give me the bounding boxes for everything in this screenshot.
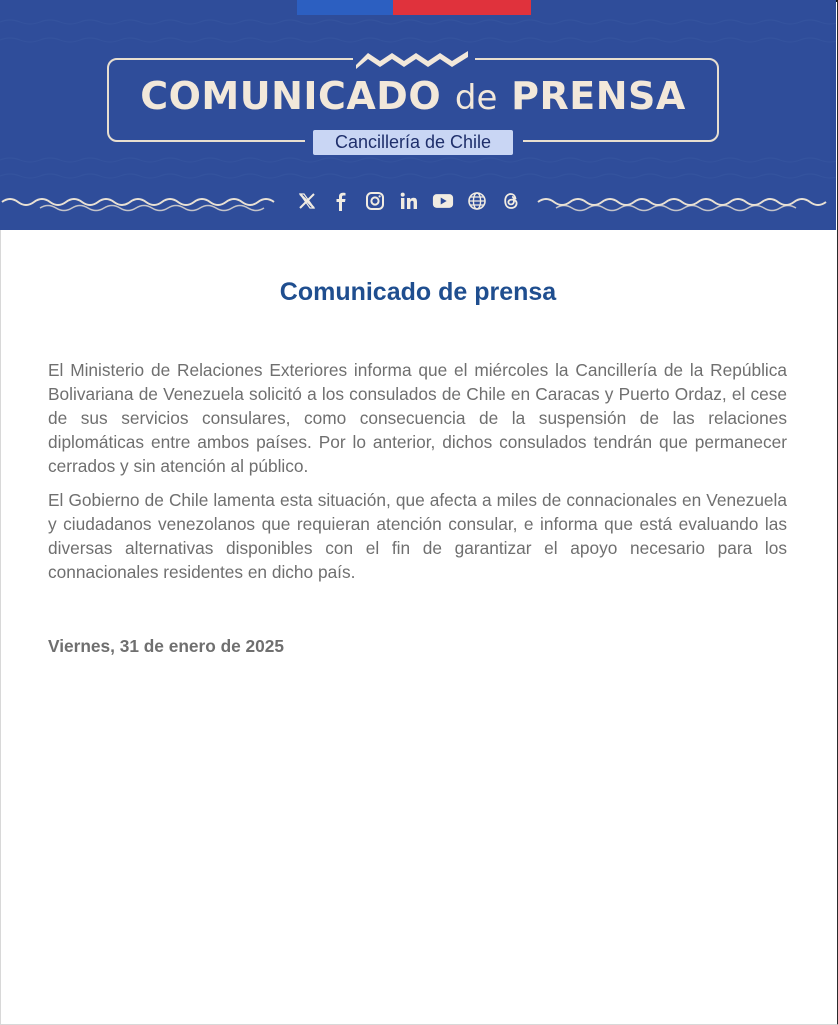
body-paragraph-2: El Gobierno de Chile lamenta esta situación, que afecta a miles de connacionales en Venezuela y ciudadanos venezolanos que requieran atención consular, e informa que está evaluando las diversas alternativas disponibles con el fin de garantizar el apoyo necesario para los connacionales residentes en dicho país.: [48, 490, 787, 582]
globe-icon[interactable]: [466, 190, 488, 212]
body-paragraph-1: El Ministerio de Relaciones Exteriores informa que el miércoles la Cancillería de la República Bolivariana de Venezuela solicitó a los consulados de Chile en Caracas y Puerto Ordaz, el cese de sus servicios consulares, como consecuencia de la suspensión de las relaciones diplomáticas entre ambos países. Por lo anterior, dichos consulados tendrán que permanecer cerrados y sin atención al público.: [48, 360, 787, 476]
publication-date: Viernes, 31 de enero de 2025: [48, 636, 284, 656]
header-title: [107, 72, 719, 122]
flag-stripe-blue: [297, 0, 393, 15]
facebook-icon[interactable]: [330, 190, 352, 212]
wave-line-left-icon: [0, 192, 284, 212]
threads-icon[interactable]: [500, 190, 522, 212]
x-icon[interactable]: [296, 190, 318, 212]
document-title: Comunicado de prensa: [279, 278, 557, 306]
zigzag-ornament-icon: [352, 47, 472, 69]
header-title-prensa: PRENSA: [511, 74, 686, 118]
wave-line-right-icon: [536, 192, 836, 212]
youtube-icon[interactable]: [432, 190, 454, 212]
linkedin-icon[interactable]: [398, 190, 420, 212]
flag-stripe-red: [393, 0, 531, 15]
press-release-header: [0, 0, 836, 230]
social-icons-row: [296, 188, 522, 214]
header-subtitle-badge: Cancillería de Chile: [313, 130, 513, 155]
instagram-icon[interactable]: [364, 190, 386, 212]
header-title-comunicado: COMUNICADO: [140, 74, 442, 118]
header-title-de: de: [454, 78, 498, 118]
